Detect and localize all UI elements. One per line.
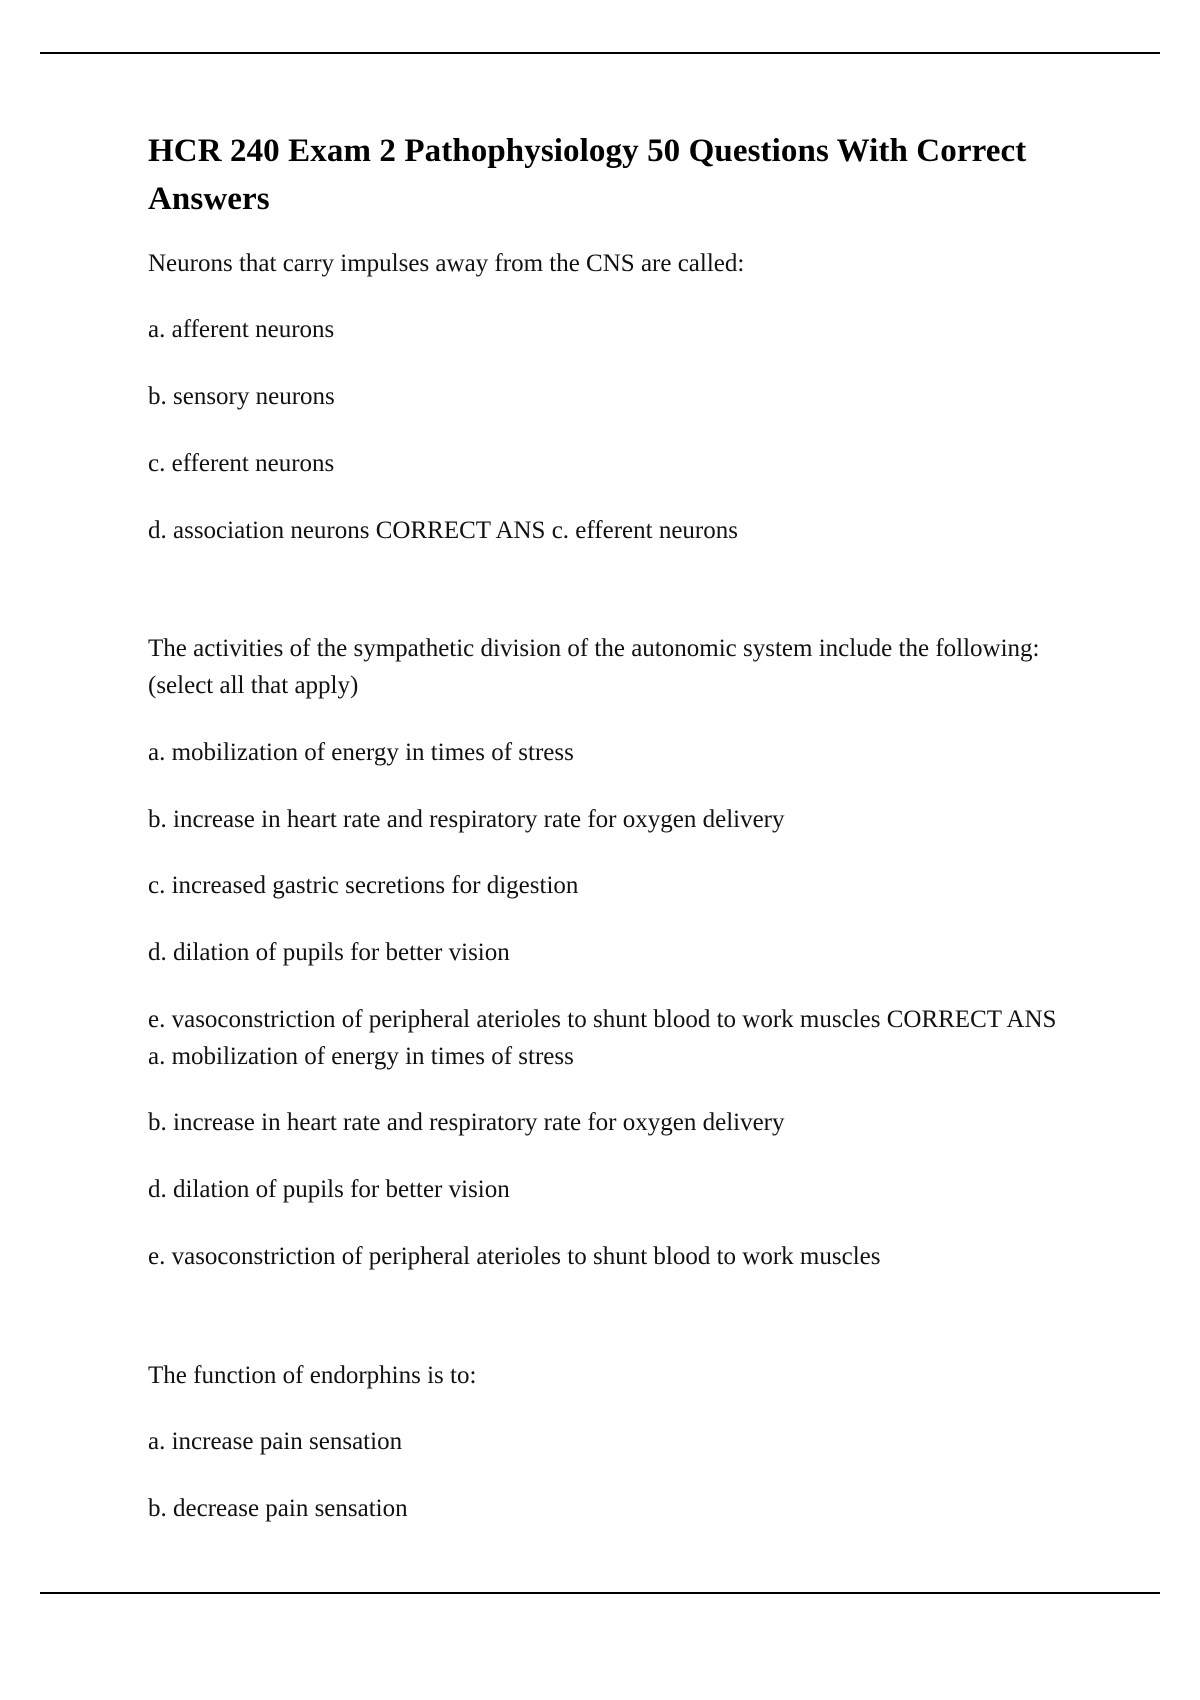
answer-option: b. decrease pain sensation: [148, 1495, 408, 1523]
question-stem: The activities of the sympathetic division of the autonomic system include the following: (select all that apply): [148, 635, 1040, 700]
section-spacer: [148, 579, 1078, 631]
correct-answer-line: d. dilation of pupils for better vision: [148, 1176, 510, 1204]
answer-option: a. afferent neurons: [148, 316, 335, 344]
answer-option-with-correct-answer: d. association neurons CORRECT ANS c. efferent neurons: [148, 516, 738, 544]
footer-rule: [40, 1592, 1160, 1594]
correct-answer-line: e. vasoconstriction of peripheral aterioles to shunt blood to work muscles: [148, 1242, 881, 1270]
answer-option: b. sensory neurons: [148, 383, 335, 411]
answer-option: a. increase pain sensation: [148, 1428, 403, 1456]
section-spacer: [148, 1306, 1078, 1358]
header-rule: [40, 52, 1160, 54]
page-title: HCR 240 Exam 2 Pathophysiology 50 Questions With Correct Answers: [148, 133, 1027, 217]
answer-option: a. mobilization of energy in times of stress: [148, 738, 574, 766]
answer-option: c. efferent neurons: [148, 449, 335, 477]
question-stem: The function of endorphins is to:: [148, 1361, 477, 1389]
answer-option: b. increase in heart rate and respiratory rate for oxygen delivery: [148, 805, 785, 833]
answer-option: d. dilation of pupils for better vision: [148, 939, 510, 967]
document-body: [148, 128, 1078, 1558]
answer-option: c. increased gastric secretions for digestion: [148, 872, 579, 900]
question-stem: Neurons that carry impulses away from the CNS are called:: [148, 249, 745, 277]
correct-answer-line: b. increase in heart rate and respiratory rate for oxygen delivery: [148, 1109, 785, 1137]
answer-option-with-correct-answer: e. vasoconstriction of peripheral aterioles to shunt blood to work muscles CORRECT ANS a. mobilization of energy in times of stress: [148, 1005, 1057, 1070]
